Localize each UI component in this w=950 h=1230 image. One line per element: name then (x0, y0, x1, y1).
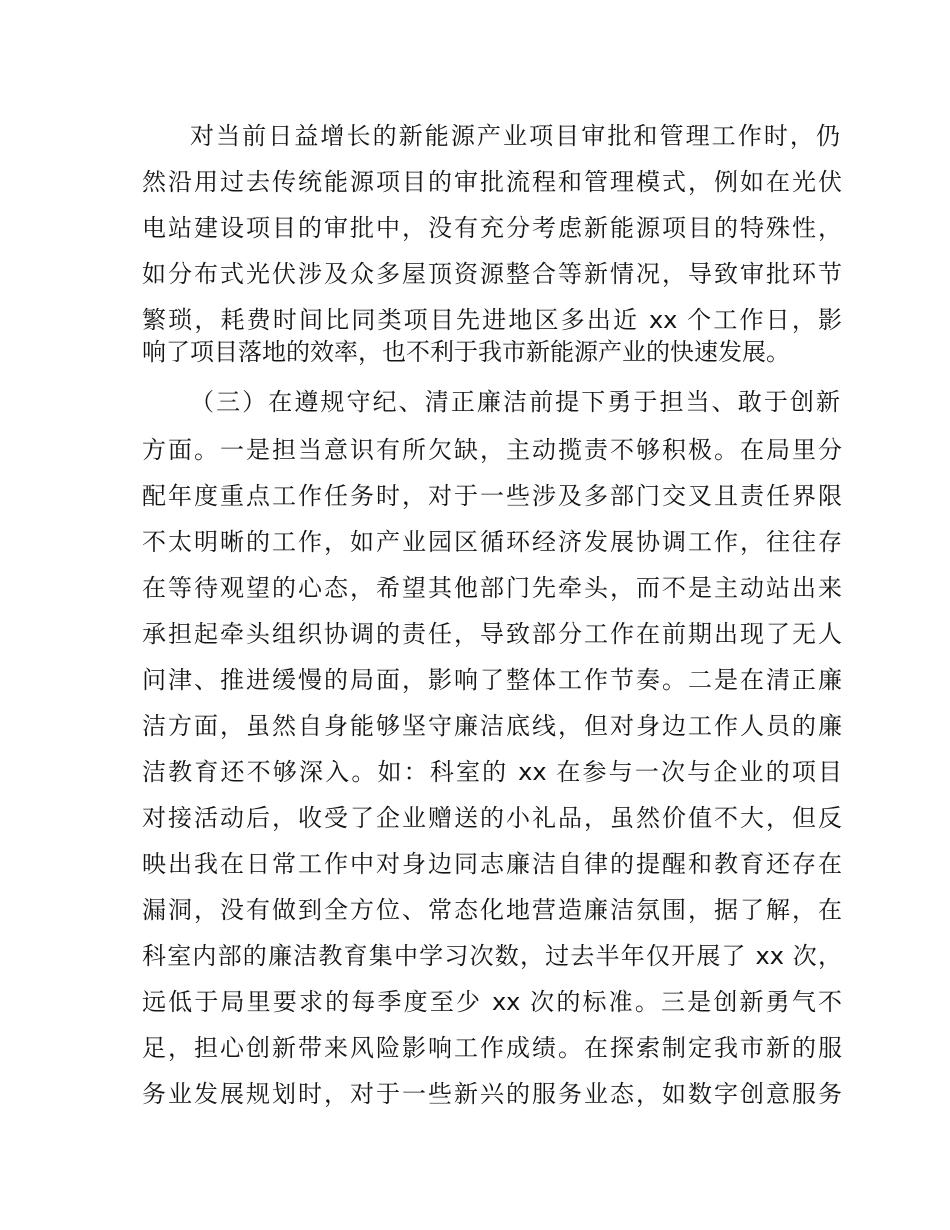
text-line: 然沿用过去传统能源项目的审批流程和管理模式，例如在光伏 (142, 168, 842, 196)
text-line: 响了项目落地的效率，也不利于我市新能源产业的快速发展。 (142, 338, 790, 366)
text-line: 足，担心创新带来风险影响工作成绩。在探索制定我市新的服 (142, 1034, 842, 1062)
text-line: 配年度重点工作任务时，对于一些涉及多部门交叉且责任界限 (142, 482, 842, 510)
text-line: 对接活动后，收受了企业赠送的小礼品，虽然价值不大，但反 (142, 804, 842, 832)
text-line: 电站建设项目的审批中，没有充分考虑新能源项目的特殊性， (142, 214, 842, 242)
text-line: （三）在遵规守纪、清正廉洁前提下勇于担当、敢于创新 (190, 388, 840, 416)
text-line: 繁琐，耗费时间比同类项目先进地区多出近 xx 个工作日，影 (142, 306, 842, 334)
text-line: 漏洞，没有做到全方位、常态化地营造廉洁氛围，据了解，在 (142, 896, 842, 924)
text-line: 如分布式光伏涉及众多屋顶资源整合等新情况，导致审批环节 (142, 260, 842, 288)
text-line: 问津、推进缓慢的局面，影响了整体工作节奏。二是在清正廉 (142, 666, 842, 694)
text-line: 洁方面，虽然自身能够坚守廉洁底线，但对身边工作人员的廉 (142, 712, 842, 740)
text-line: 承担起牵头组织协调的责任，导致部分工作在前期出现了无人 (142, 620, 842, 648)
text-line: 务业发展规划时，对于一些新兴的服务业态，如数字创意服务 (142, 1080, 842, 1108)
text-line: 远低于局里要求的每季度至少 xx 次的标准。三是创新勇气不 (142, 988, 842, 1016)
text-line: 映出我在日常工作中对身边同志廉洁自律的提醒和教育还存在 (142, 850, 842, 878)
text-line: 方面。一是担当意识有所欠缺，主动揽责不够积极。在局里分 (142, 436, 842, 464)
text-line: 不太明晰的工作，如产业园区循环经济发展协调工作，往往存 (142, 528, 842, 556)
text-line: 科室内部的廉洁教育集中学习次数，过去半年仅开展了 xx 次， (142, 942, 842, 970)
text-line: 洁教育还不够深入。如：科室的 xx 在参与一次与企业的项目 (142, 758, 842, 786)
text-line: 对当前日益增长的新能源产业项目审批和管理工作时，仍 (190, 122, 840, 150)
text-line: 在等待观望的心态，希望其他部门先牵头，而不是主动站出来 (142, 574, 842, 602)
